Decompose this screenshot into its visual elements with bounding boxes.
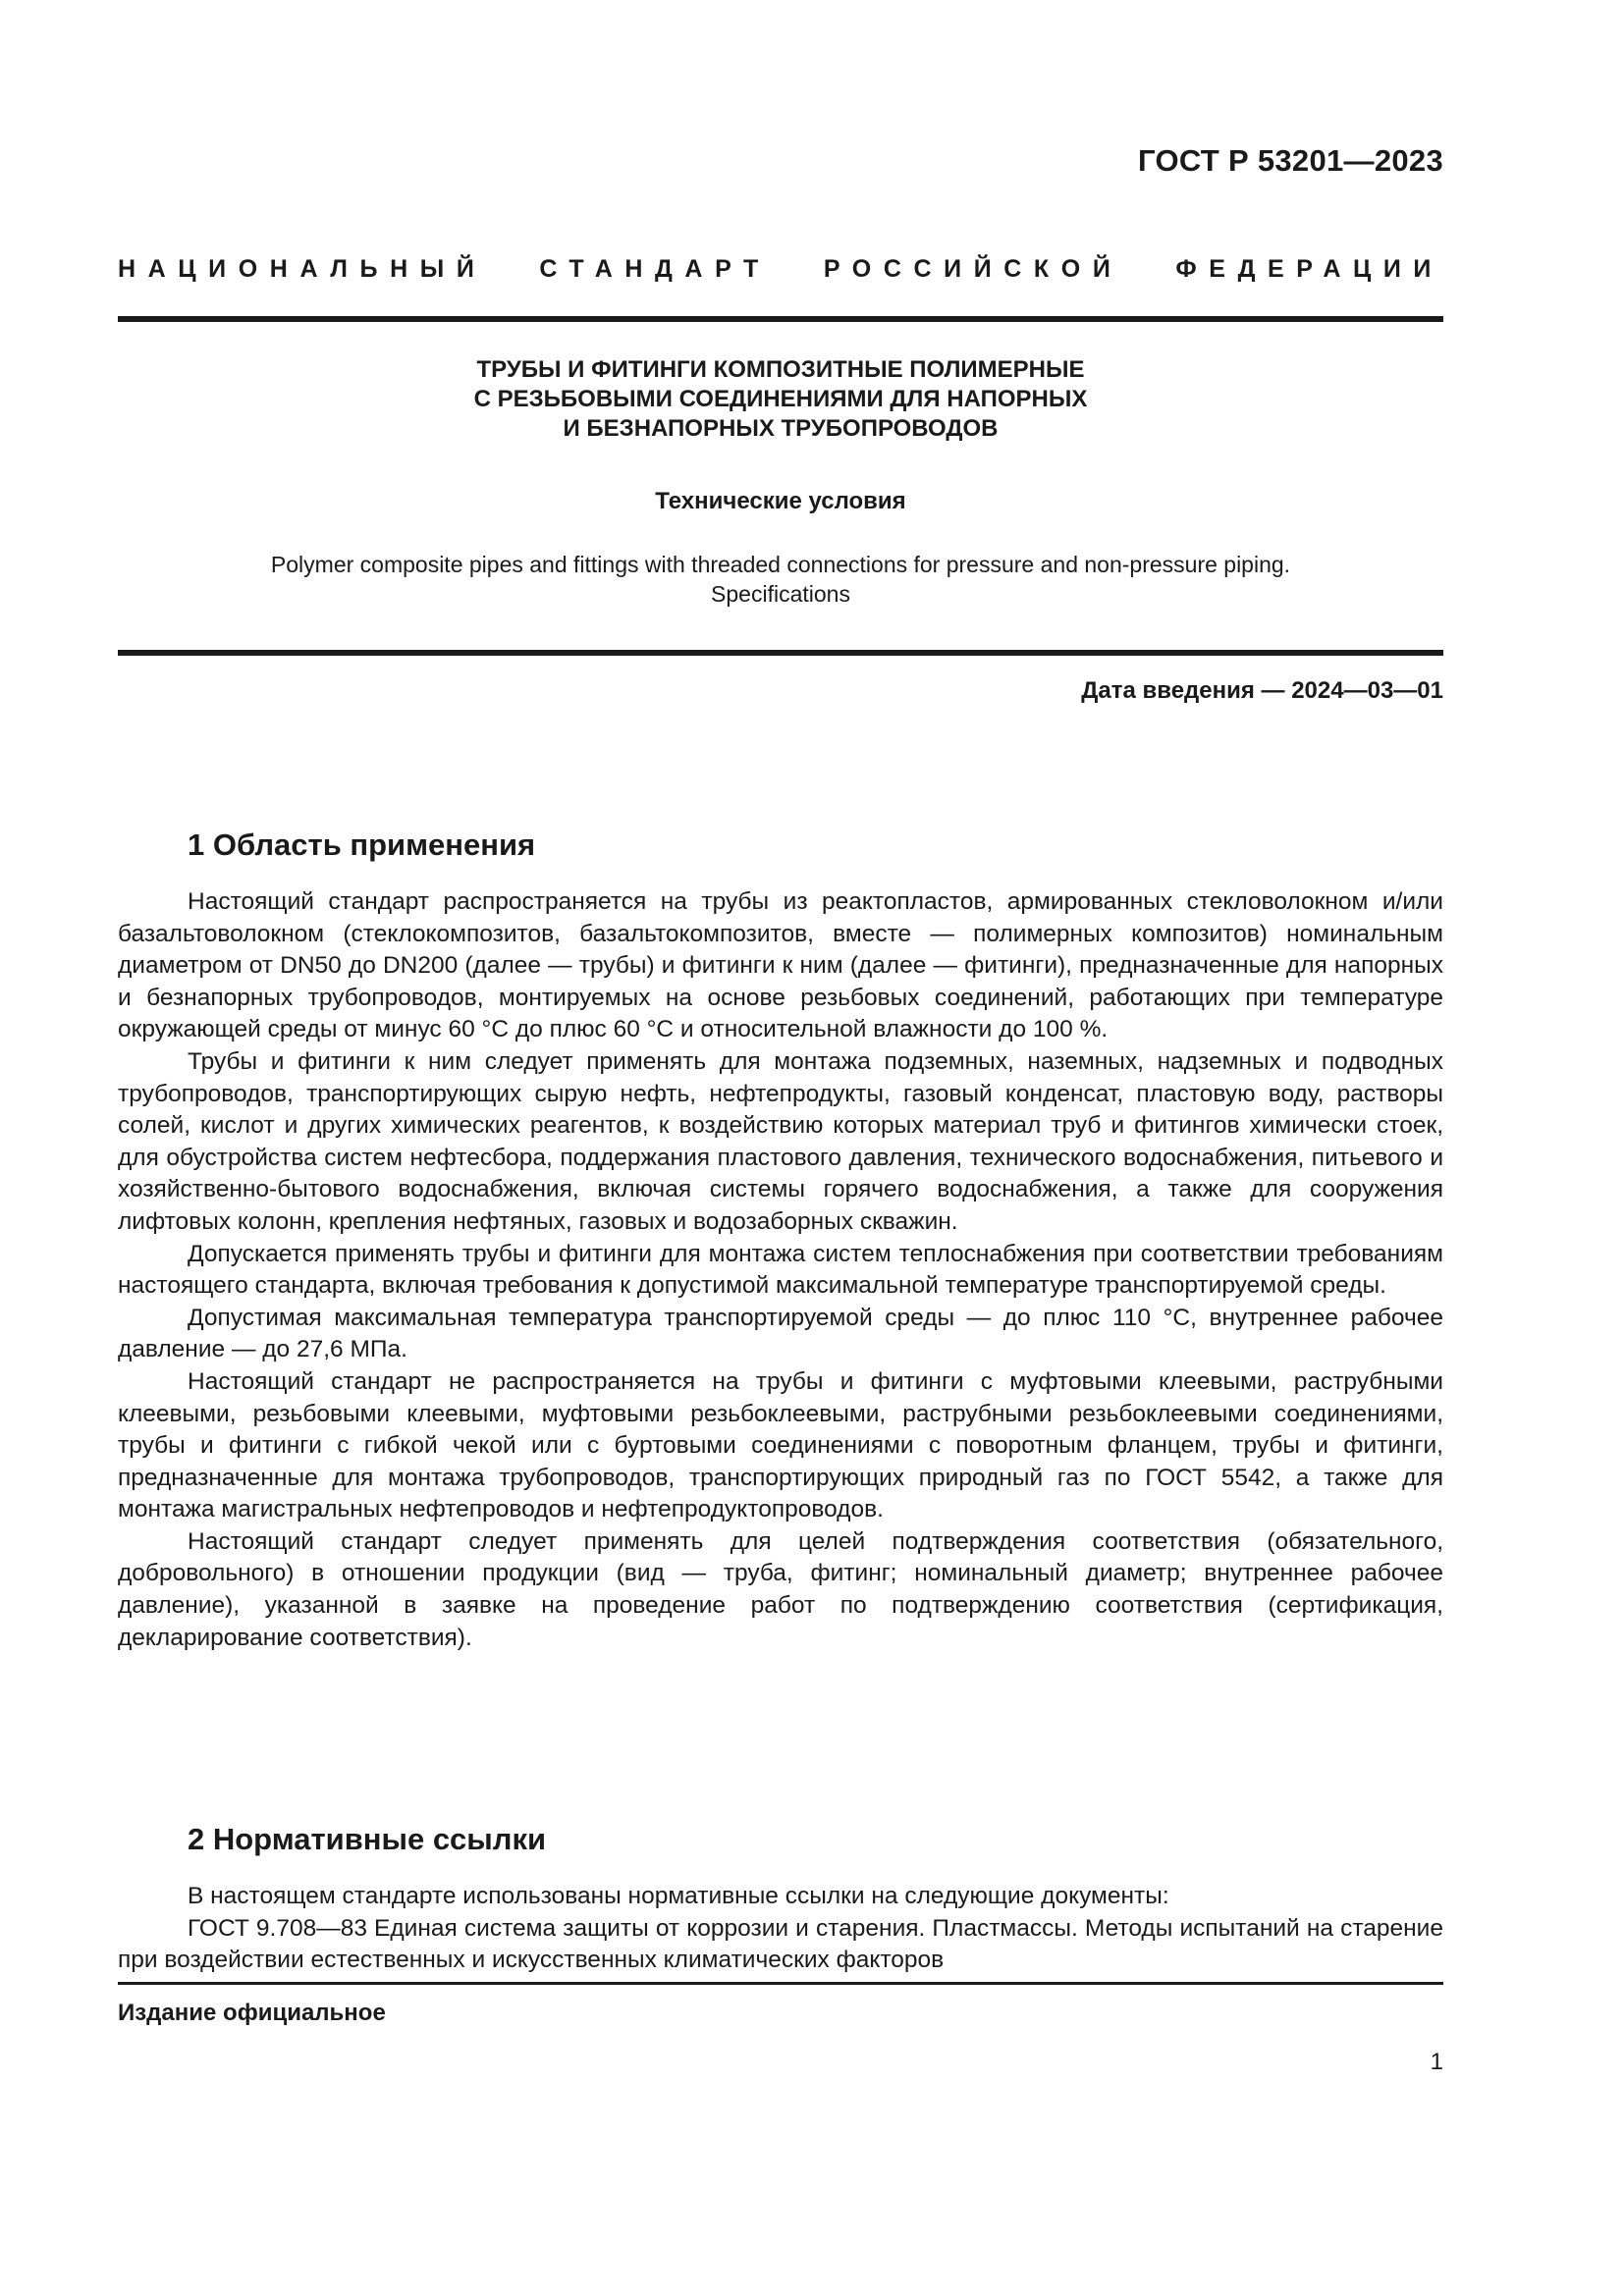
- paragraph: В настоящем стандарте использованы нормативные ссылки на следующие документы:: [188, 1883, 1169, 1909]
- title-line-1: ТРУБЫ И ФИТИНГИ КОМПОЗИТНЫЕ ПОЛИМЕРНЫЕ: [476, 356, 1085, 383]
- gost-number: ГОСТ Р 53201—2023: [1138, 143, 1443, 178]
- paragraph: Трубы и фитинги к ним следует применять для монтажа подземных, наземных, надземных и подводных трубопроводов, транспортирующих сырую нефть, нефтепродукты, газовый конденсат, пластовую воду, растворы солей, кислот и других химических реагентов, к воздействию которых материал труб и фитингов химически стоек, для обустройства систем нефтесбора, поддержания пластового давления, технического водоснабжения, питьевого и хозяйственно-бытового водоснабжения, включая системы горячего водоснабжения, а также для сооружения лифтовых колонн, крепления нефтяных, газовых и водозаборных скважин.: [118, 1047, 1443, 1235]
- english-title-line-1: Polymer composite pipes and fittings with threaded connections for pressure and non-pressure piping.: [270, 552, 1291, 577]
- paragraph: Настоящий стандарт не распространяется на трубы и фитинги с муфтовыми клеевыми, раструбными клеевыми, резьбовыми клеевыми, муфтовыми резьбоклеевыми, раструбными резьбоклеевыми соединениями, трубы и фитинги с гибкой чекой или с буртовыми соединениями с поворотным фланцем, трубы и фитинги, предназначенные для монтажа трубопроводов, транспортирующих природный газ по ГОСТ 5542, а также для монтажа магистральных нефтепроводов и нефтепродуктопроводов.: [118, 1367, 1443, 1523]
- date-of-introduction: Дата введения — 2024—03—01: [1081, 677, 1443, 704]
- page-number: 1: [1430, 2049, 1443, 2075]
- paragraph: Настоящий стандарт распространяется на трубы из реактопластов, армированных стекловолокном и/или базальтоволокном (стеклокомпозитов, базальтокомпозитов, вместе — полимерных композитов) номинальным диаметром от DN50 до DN200 (далее — трубы) и фитинги к ним (далее — фитинги), предназначенные для напорных и безнапорных трубопроводов, монтируемых на основе резьбовых соединений, работающих при температуре окружающей среды от минус 60 °С до плюс 60 °С и относительной влажности до 100 %.: [118, 888, 1443, 1043]
- national-standard-title: НАЦИОНАЛЬНЫЙ СТАНДАРТ РОССИЙСКОЙ ФЕДЕРАЦИИ: [118, 255, 1443, 283]
- paragraph: ГОСТ 9.708—83 Единая система защиты от коррозии и старения. Пластмассы. Методы испытаний на старение при воздействии естественных и искусственных климатических факторов: [118, 1914, 1443, 1974]
- title-line-2: С РЕЗЬБОВЫМИ СОЕДИНЕНИЯМИ ДЛЯ НАПОРНЫХ: [473, 386, 1088, 412]
- section-2-body: [118, 1881, 1443, 1977]
- english-title: [118, 550, 1443, 609]
- footer-rule: [118, 1982, 1443, 1985]
- document-subtitle: Технические условия: [655, 488, 906, 514]
- paragraph: Допускается применять трубы и фитинги для монтажа систем теплоснабжения при соответствии требованиям настоящего стандарта, включая требования к допустимой максимальной температуре транспортируемой среды.: [118, 1240, 1443, 1300]
- header-rule: [118, 316, 1443, 322]
- section-1-body: [118, 886, 1443, 1654]
- title-rule: [118, 650, 1443, 656]
- paragraph: Настоящий стандарт следует применять для целей подтверждения соответствия (обязательного, добровольного) в отношении продукции (вид — труба, фитинг; номинальный диаметр; внутреннее рабочее давление), указанной в заявке на проведение работ по подтверждению соответствия (сертификация, декларирование соответствия).: [118, 1527, 1443, 1651]
- section-2-heading: 2 Нормативные ссылки: [188, 1822, 547, 1856]
- official-edition-label: Издание официальное: [118, 2000, 386, 2026]
- title-line-3: И БЕЗНАПОРНЫХ ТРУБОПРОВОДОВ: [563, 415, 999, 442]
- paragraph: Допустимая максимальная температура транспортируемой среды — до плюс 110 °С, внутреннее рабочее давление — до 27,6 МПа.: [118, 1304, 1443, 1363]
- section-1-heading: 1 Область применения: [188, 828, 536, 862]
- document-title: [118, 355, 1443, 444]
- english-title-line-2: Specifications: [711, 581, 850, 607]
